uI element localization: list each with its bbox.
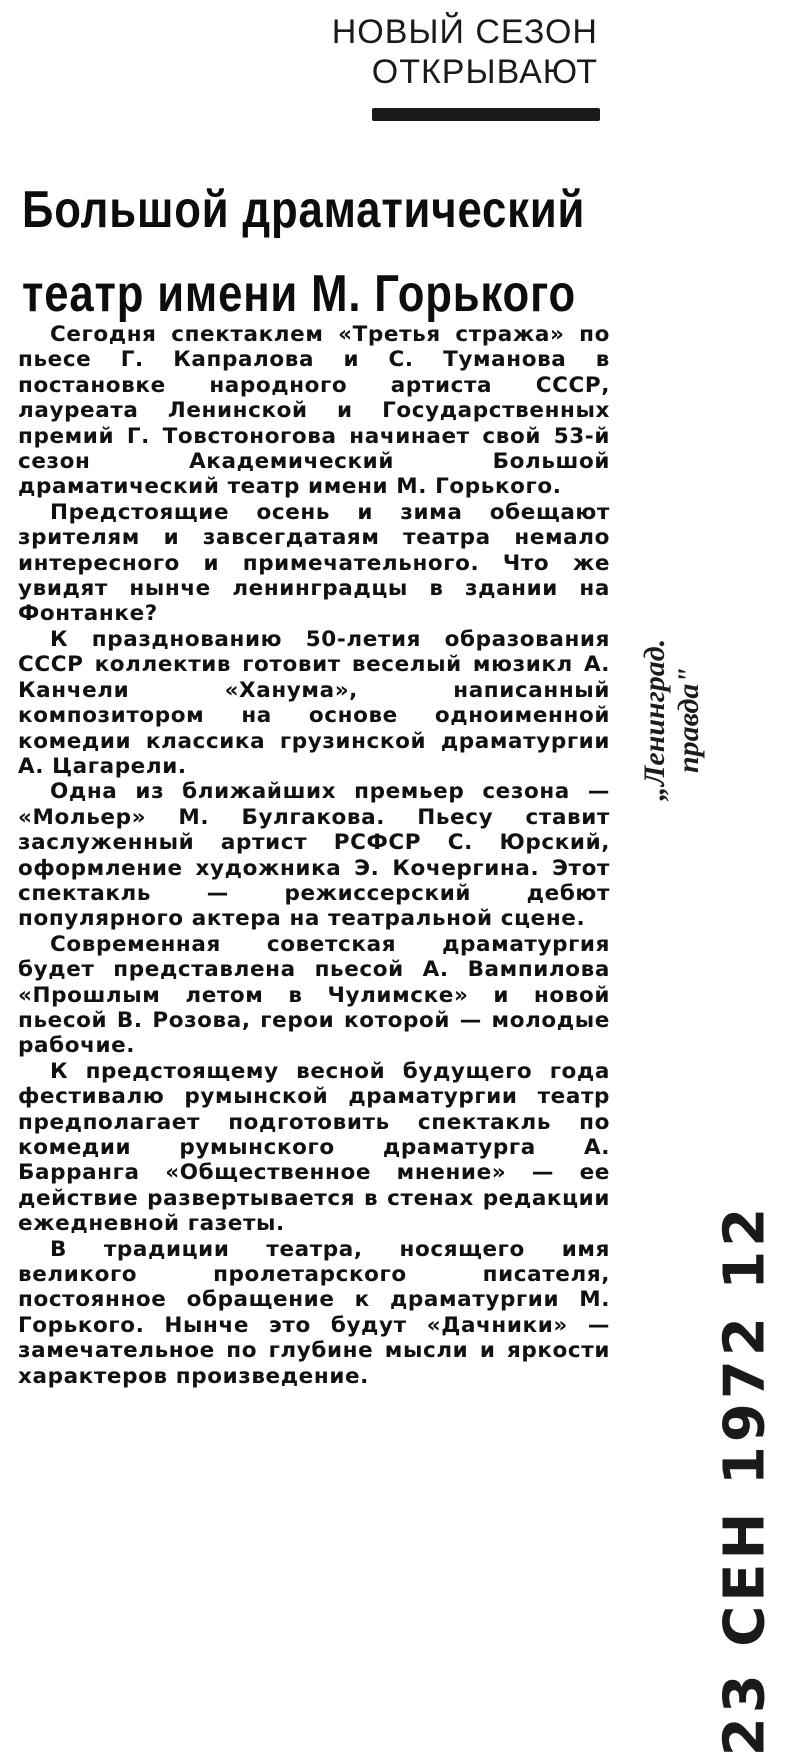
rubric	[268, 12, 598, 92]
paragraph: Одна из ближайших премьер сезона — «Мольер» М. Булгакова. Пьесу ставит заслуженный артист РСФСР С. Юрский, оформление художника Э. Кочергина. Этот спектакль — режиссерский дебют популярного актера на театральной сцене.	[18, 779, 610, 932]
paragraph: Современная советская драматургия будет представлена пьесой А. Вампилова «Прошлым летом в Чулимске» и новой пьесой В. Розова, герои которой — молодые рабочие.	[18, 931, 610, 1059]
source-stamp-line-2: правда"	[672, 666, 705, 774]
rubric-underline-bar	[372, 108, 600, 121]
paragraph: Предстоящие осень и зима обещают зрителям и завсегдатаям театра немало интересного и примечательного. Что же увидят нынче ленинградцы в здании на Фонтанке?	[18, 499, 610, 627]
paragraph: В традиции театра, носящего имя великого пролетарского писателя, постоянное обращение к драматургии М. Горького. Нынче это будут «Дачники» — замечательное по глубине мысли и яркости характеров произведение.	[18, 1236, 610, 1389]
rubric-line-1: НОВЫЙ СЕЗОН	[331, 13, 598, 51]
date-stamp	[713, 1204, 778, 1756]
headline	[22, 168, 586, 336]
date-stamp-number: 12	[712, 1203, 778, 1290]
headline-line-2: театр имени М. Горького	[22, 265, 577, 323]
paragraph: Сегодня спектаклем «Третья стража» по пьесе Г. Капралова и С. Туманова в постановке народного артиста СССР, лауреата Ленинской и Государственных премий Г. Товстоногова начинает свой 53-й сезон Академический Большой драматический театр имени М. Горького.	[18, 322, 610, 500]
date-stamp-date: 23 СЕН 1972	[712, 1313, 778, 1756]
paragraph: К празднованию 50-летия образования СССР коллектив готовит веселый мюзикл А. Канчели «Ханума», написанный композитором на основе одноименной комедии классика грузинской драматургии А. Цагарели.	[18, 626, 610, 779]
source-stamp-line-1: „Ленинград.	[638, 638, 671, 802]
source-stamp	[638, 639, 706, 801]
article-body	[18, 322, 610, 1389]
headline-line-1: Большой драматический	[22, 181, 586, 239]
rubric-line-2: ОТКРЫВАЮТ	[371, 53, 598, 91]
paragraph: К предстоящему весной будущего года фестивалю румынской драматургии театр предполагает подготовить спектакль по комедии румынского драматурга А. Барранга «Общественное мнение» — ее действие развертывается в стенах редакции ежедневной газеты.	[18, 1058, 610, 1237]
